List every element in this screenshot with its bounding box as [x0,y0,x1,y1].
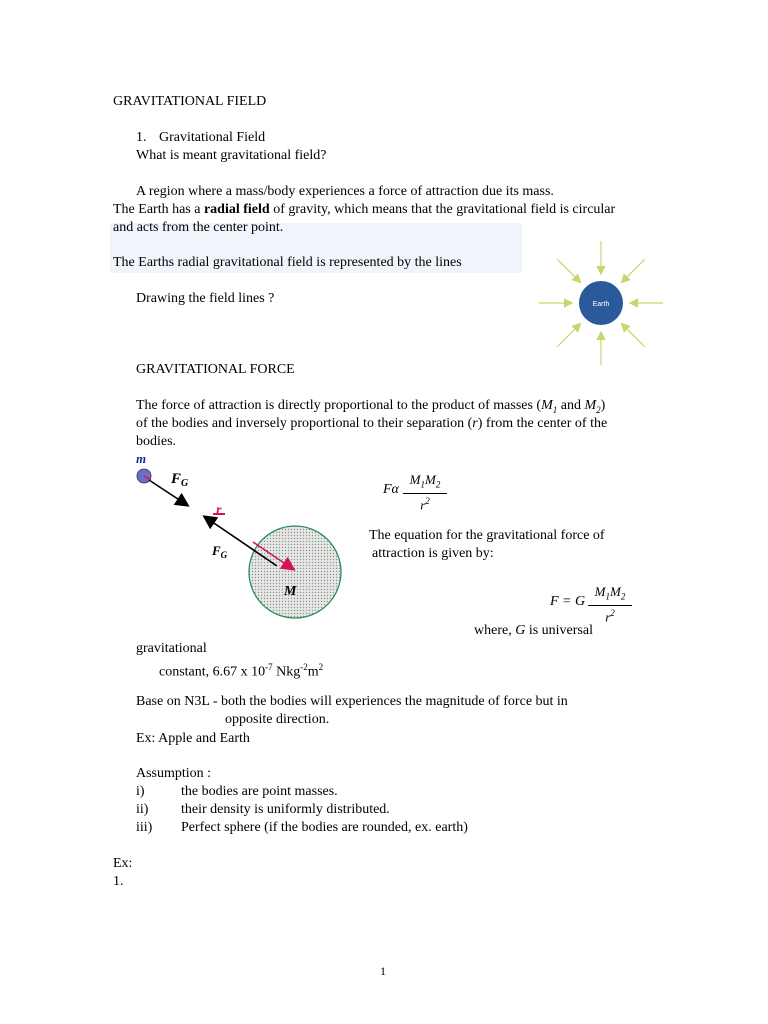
examples-label: Ex: [113,856,133,871]
gravitational-force-heading: GRAVITATIONAL FORCE [136,362,295,377]
n3l-line-1: Base on N3L - both the bodies will experiences the magnitude of force but in [136,694,568,709]
r-label: r [216,503,222,518]
constant-text: constant, 6.67 x $10^{-7}$ $Nkg^{-2}m^2$ [159,662,324,680]
field-arrow [622,324,645,347]
represented-text: The Earths radial gravitational field is represented by the lines [113,255,462,270]
where-text: where, G is universal [474,623,593,638]
field-arrow [622,259,645,282]
p2-text-a: of the bodies and inversely proportional to their separation ( [136,416,473,431]
p2-text-b: ) from the center of the [477,416,608,431]
page-number: 1 [380,964,386,978]
n3l-line-2: opposite direction. [225,712,330,727]
force-diagram [125,450,365,620]
equation-fraction [588,584,632,624]
assumption-num-1: i) [136,784,145,799]
radial-field-line-2: and acts from the center point. [113,220,284,235]
assumption-num-3: iii) [136,820,153,835]
equation-text-1: The equation for the gravitational force of [369,528,605,543]
prop-fraction [403,472,447,512]
radial-field-line [113,201,615,219]
earth-field-figure [531,237,671,367]
radial-pre: The Earth has a [113,202,204,217]
drawing-text: Drawing the field lines ? [136,291,275,306]
assumption-heading: Assumption : [136,766,212,781]
proportional-line-3: bodies. [136,434,177,449]
m2-var: $M_2$ [584,398,601,415]
big-mass-circle [249,526,341,618]
answer-text: A region where a mass/body experiences a force of attraction due its mass. [136,184,554,199]
assumption-text-2: their density is uniformly distributed. [181,802,390,817]
equation-numerator: $M_1M_2$ [588,584,632,606]
m1-var: $M_1$ [541,398,558,415]
and-text: and [557,398,585,413]
equation-text-2: attraction is given by: [372,546,494,561]
gravitational-word: gravitational [136,641,207,656]
radial-post: of gravity, which means that the gravitational field is circular [269,202,616,217]
fg-label-top: $F_G$ [171,471,189,489]
m-label: m [136,451,147,466]
examples-first: 1. [113,874,124,889]
p1-text-b: ) [600,398,606,413]
field-arrow [557,259,580,282]
equation-denominator: $r^2$ [605,607,615,624]
p1-text-a: The force of attraction is directly proportional to the product of masses ( [136,398,542,413]
prop-lhs: Fα [383,482,399,497]
earth-label: Earth [592,301,610,308]
proportional-line-2 [136,415,607,433]
assumption-text-3: Perfect sphere (if the bodies are rounded, ex. earth) [181,820,468,835]
prop-numerator: $M_1M_2$ [403,472,447,494]
assumption-num-2: ii) [136,802,149,817]
prop-denominator: $r^2$ [420,495,430,512]
section-number: 1. [136,130,147,145]
field-arrow [557,324,580,347]
section-heading: Gravitational Field [159,130,266,145]
fg-label-mid: $F_G$ [212,543,228,560]
example-apple: Ex: Apple and Earth [136,731,250,746]
equation-lhs: F = G [550,594,586,609]
page-title: GRAVITATIONAL FIELD [113,94,267,109]
assumption-text-1: the bodies are point masses. [181,784,338,799]
big-m-label: M [284,584,297,599]
question-text: What is meant gravitational field? [136,148,327,163]
r-var: r [472,416,478,431]
radial-bold: radial field [203,202,270,217]
